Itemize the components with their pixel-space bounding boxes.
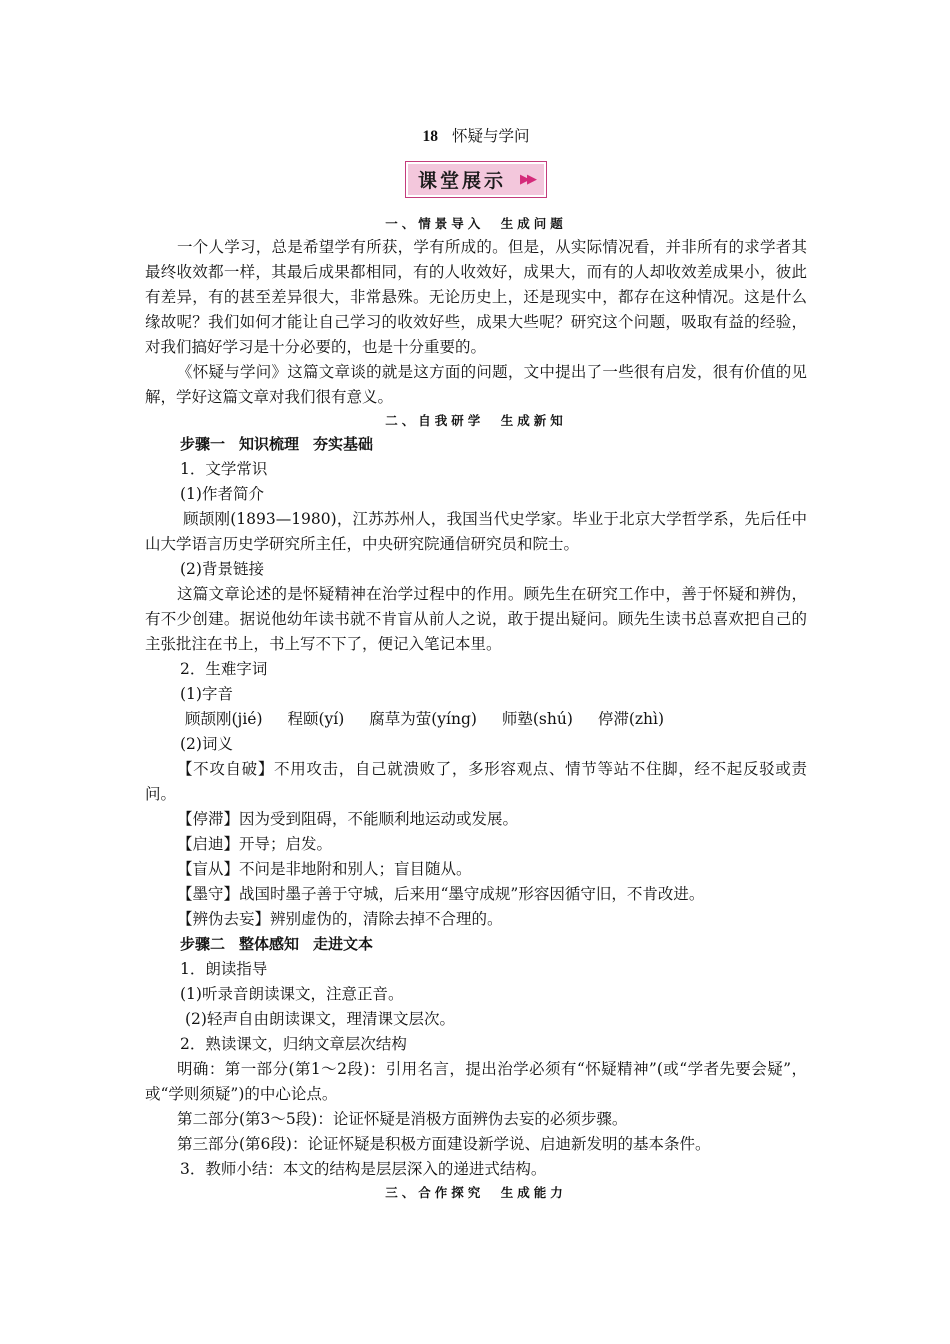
- background-heading: (2)背景链接: [180, 560, 264, 578]
- step-two-heading: 步骤二 整体感知 走进文本: [180, 935, 374, 953]
- vocab-heading: (2)词义: [180, 735, 233, 753]
- pron-item: 程颐(yí): [287, 710, 345, 728]
- vocab-entry: 【辨伪去妄】辨别虚伪的，清除去掉不合理的。: [177, 910, 503, 928]
- step-one-heading: 步骤一 知识梳理 夯实基础: [180, 435, 374, 453]
- lesson-number: 18: [422, 128, 438, 145]
- section-banner: [405, 161, 547, 198]
- section-heading-2: 二、自我研学 生成新知: [385, 413, 567, 428]
- double-arrow-icon: ▶▶: [520, 172, 534, 187]
- lesson-title: 怀疑与学问: [451, 127, 530, 145]
- page-content: [145, 122, 807, 1204]
- reading-item-1: (1)听录音朗读课文，注意正音。: [180, 985, 404, 1003]
- structure-heading: 2．熟读课文，归纳文章层次结构: [180, 1035, 407, 1053]
- reading-heading: 1．朗读指导: [180, 960, 268, 978]
- vocab-entry: 【盲从】不问是非地附和别人；盲目随从。: [177, 860, 472, 878]
- banner-wrap: [145, 161, 807, 201]
- pron-item: 顾颉刚(jié): [185, 710, 263, 728]
- section-heading-3: 三、合作探究 生成能力: [385, 1185, 567, 1200]
- vocab-entry: 【启迪】开导；启发。: [177, 835, 333, 853]
- section-heading-1: 一、情景导入 生成问题: [385, 216, 567, 231]
- author-text: 顾颉刚(1893—1980)，江苏苏州人，我国当代史学家。毕业于北京大学哲学系，先后任中山大学语言历史学研究所主任，中央研究院通信研究员和院士。: [145, 510, 807, 553]
- page-title: [145, 122, 807, 151]
- pron-item: 师塾(shú): [501, 710, 573, 728]
- reading-item-2: (2)轻声自由朗读课文，理清课文层次。: [185, 1010, 455, 1028]
- words-heading: 2．生难字词: [180, 660, 268, 678]
- pronunciation-list: [145, 707, 807, 732]
- banner-label: 课堂展示: [417, 170, 506, 192]
- vocab-entry: 【墨守】战国时墨子善于守城，后来用“墨守成规”形容因循守旧，不肯改进。: [177, 885, 705, 903]
- pronunciation-heading: (1)字音: [180, 685, 233, 703]
- background-text: 这篇文章论述的是怀疑精神在治学过程中的作用。顾先生在研究工作中，善于怀疑和辨伪，有不少创建。据说他幼年读书就不肯盲从前人之说，敢于提出疑问。顾先生读书总喜欢把自己的主张批注在书上，书上写不下了，便记入笔记本里。: [145, 585, 807, 653]
- vocab-entry: 【停滞】因为受到阻碍，不能顺利地运动或发展。: [177, 810, 519, 828]
- literature-heading: 1．文学常识: [180, 460, 268, 478]
- pron-item: 停滞(zhì): [597, 710, 665, 728]
- pron-item: 腐草为萤(yíng): [369, 710, 477, 728]
- author-heading: (1)作者简介: [180, 485, 264, 503]
- structure-part-2: 第二部分(第3～5段)：论证怀疑是消极方面辨伪去妄的必须步骤。: [177, 1110, 628, 1128]
- structure-part-3: 第三部分(第6段)：论证怀疑是积极方面建设新学说、启迪新发明的基本条件。: [177, 1135, 711, 1153]
- intro-paragraph-1: 一个人学习，总是希望学有所获，学有所成的。但是，从实际情况看，并非所有的求学者其最终收效都一样，其最后成果都相同，有的人收效好，成果大，而有的人却收效差成果小，彼此有差异，有的甚至差异很大，非常悬殊。无论历史上，还是现实中，都存在这种情况。这是什么缘故呢？我们如何才能让自己学习的收效好些，成果大些呢？研究这个问题，吸取有益的经验，对我们搞好学习是十分必要的，也是十分重要的。: [145, 238, 807, 356]
- teacher-summary: 3．教师小结：本文的结构是层层深入的递进式结构。: [180, 1160, 547, 1178]
- intro-paragraph-2: 《怀疑与学问》这篇文章谈的就是这方面的问题，文中提出了一些很有启发，很有价值的见解，学好这篇文章对我们很有意义。: [145, 363, 807, 406]
- structure-part-1: 明确：第一部分(第1～2段)：引用名言，提出治学必须有“怀疑精神”(或“学者先要会疑”，或“学则须疑”)的中心论点。: [145, 1060, 807, 1103]
- vocab-entry: 【不攻自破】不用攻击，自己就溃败了，多形容观点、情节等站不住脚，经不起反驳或责问。: [145, 760, 807, 803]
